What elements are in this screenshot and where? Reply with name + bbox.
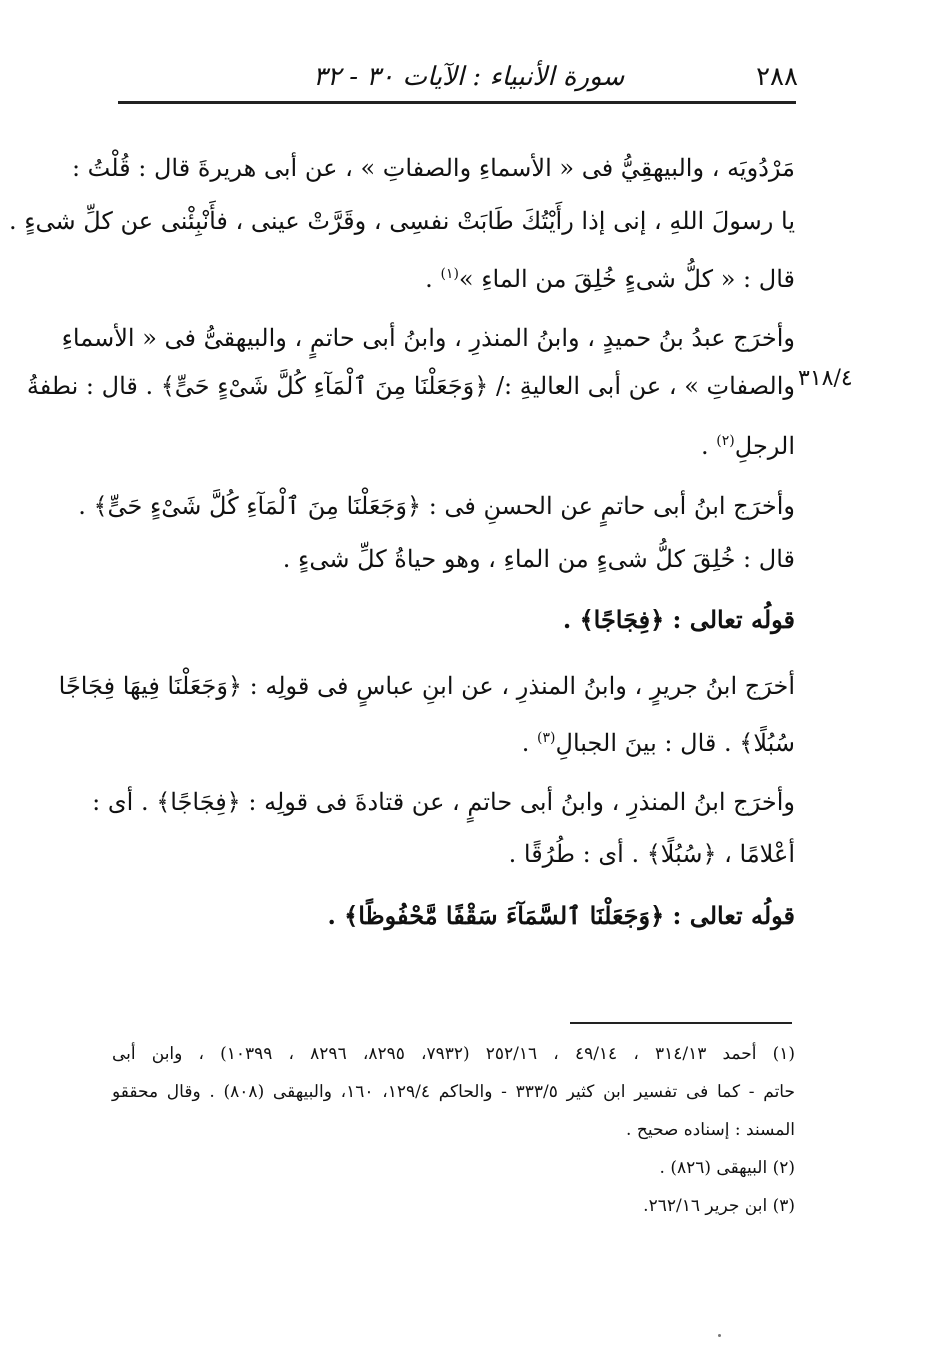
body-line: أخرَج ابنُ جريرٍ ، وابنُ المنذرِ ، عن ابنِ عباسٍ فى قولِه : ﴿وَجَعَلْنَا فِيهَا فِجَاجًا — [58, 672, 795, 700]
body-line: وأخرَج ابنُ المنذرِ ، وابنُ أبى حاتمٍ ، عن قتادةَ فى قولِه : ﴿فِجَاجًا﴾ . أى : — [92, 788, 795, 816]
footnote-rule — [570, 1022, 792, 1024]
header-rule — [118, 101, 796, 104]
body-line: يا رسولَ اللهِ ، إنى إذا رأَيْتُكَ طَابَتْ نفسِى ، وقَرَّتْ عينى ، فأَنْبِئْنى عن كلِّ شىءٍ . — [8, 207, 795, 235]
page-number: ٢٨٨ — [756, 62, 798, 92]
section-heading: قولُه تعالى : ﴿فِجَاجًا﴾ . — [562, 605, 795, 634]
body-line: قال : خُلِقَ كلُّ شىءٍ من الماءِ ، وهو حياةُ كلِّ شىءٍ . — [282, 545, 795, 573]
body-line-text: قال : « كلُّ شىءٍ خُلِقَ من الماءِ » — [458, 265, 795, 293]
body-line-text: الرجلِ — [734, 432, 795, 460]
footnote-line: (٢) البيهقى (٨٢٦) . — [659, 1158, 795, 1178]
body-line: وأخرَج عبدُ بنُ حميدٍ ، وابنُ المنذرِ ، وابنُ أبى حاتمٍ ، والبيهقىُّ فى « الأسماءِ — [61, 324, 795, 352]
footnote-ref: (٢) — [716, 433, 735, 449]
scan-speck — [718, 1334, 721, 1337]
body-line: والصفاتِ » ، عن أبى العاليةِ :/ ﴿وَجَعَلْنَا مِنَ ٱلْمَآءِ كُلَّ شَىْءٍ حَىٍّ﴾ . قال : نطفةُ — [26, 372, 795, 400]
body-line: مَرْدُويَه ، والبيهقِيُّ فى « الأسماءِ والصفاتِ » ، عن أبى هريرةَ قال : قُلْتُ : — [71, 154, 795, 182]
section-heading: قولُه تعالى : ﴿وَجَعَلْنَا ٱلسَّمَآءَ سَقْفًا مَّحْفُوظًا﴾ . — [327, 901, 795, 930]
footnote-ref: (١) — [440, 266, 459, 282]
body-line: أعْلامًا ، ﴿سُبُلًا﴾ . أى : طُرُقًا . — [508, 840, 795, 868]
body-line: الرجلِ$^{(٢)}$ . — [701, 432, 795, 460]
body-line-text: سُبُلًا﴾ . قال : بينَ الجبالِ — [555, 729, 795, 757]
footnote-line: حاتم - كما فى تفسير ابن كثير ٣٣٣/٥ - والحاكم ١٢٩/٤، ١٦٠، والبيهقى (٨٠٨) . وقال محققو — [112, 1082, 795, 1102]
body-line: وأخرَج ابنُ أبى حاتمٍ عن الحسنِ فى : ﴿وَجَعَلْنَا مِنَ ٱلْمَآءِ كُلَّ شَىْءٍ حَىٍّ﴾ . — [78, 492, 795, 520]
body-line: قال : « كلُّ شىءٍ خُلِقَ من الماءِ »$^{(١)}$ . — [425, 265, 795, 293]
body-line: سُبُلًا﴾ . قال : بينَ الجبالِ$^{(٣)}$ . — [521, 729, 795, 757]
page-header — [118, 56, 798, 100]
footnote-ref: (٣) — [537, 730, 556, 746]
margin-reference: ٣١٨/٤ — [798, 366, 853, 391]
running-title: سورة الأنبياء : الآيات ٣٠ - ٣٢ — [313, 62, 625, 92]
footnote-line: المسند : إسناده صحيح . — [626, 1120, 795, 1140]
footnote-line: (١) أحمد ٣١٤/١٣ ، ٤٩/١٤ ، ٢٥٢/١٦ (٧٩٣٢، ٨٢٩٥، ٨٢٩٦ ، ١٠٣٩٩) ، وابن أبى — [112, 1044, 796, 1064]
footnote-line: (٣) ابن جرير ٢٦٢/١٦. — [643, 1196, 795, 1216]
